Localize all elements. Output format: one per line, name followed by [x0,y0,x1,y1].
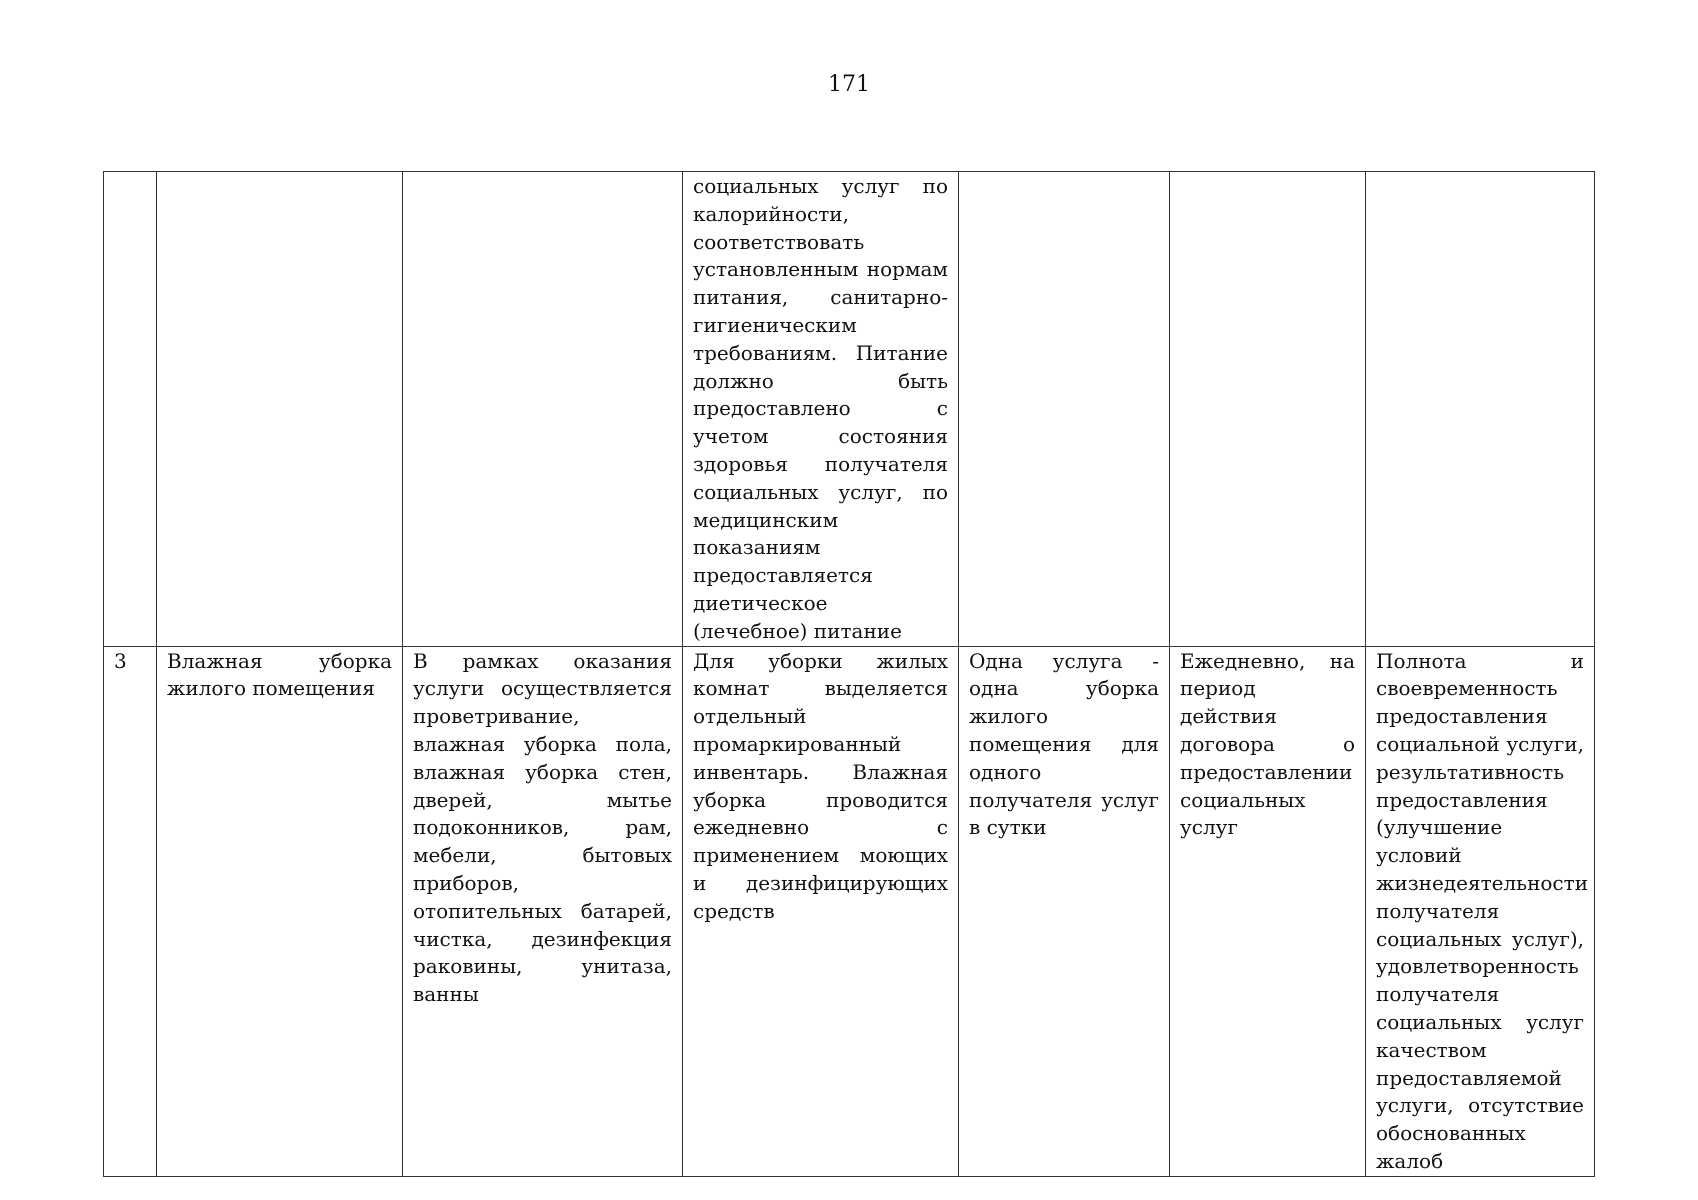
cell-service-description: В рамках оказания услуги осуществляется проветривание, влажная уборка пола, влажная уборка стен, дверей, мытье подоконников, рам, мебели, бытовых приборов, отопительных батарей, чистка, дезинфекция раковины, унитаза, ванны [403,646,683,1176]
table-row-3 [104,646,1595,1176]
services-table [103,171,1595,1177]
cell-service-description [403,172,683,647]
cell-quality-indicators [1366,172,1595,647]
cell-service-name: Влажная уборка жилого помещения [157,646,403,1176]
cell-service-period [1170,172,1366,647]
page-number: 171 [828,72,870,97]
table-row-continued [104,172,1595,647]
cell-quality-indicators: Полнота и своевременность предоставления социальной услуги, результативность предоставления (улучшение условий жизнедеятельности получателя социальных услуг), удовлетворенность получателя социальных услуг качеством предоставляемой услуги, отсутствие обоснованных жалоб [1366,646,1595,1176]
cell-service-period: Ежедневно, на период действия договора о предоставлении социальных услуг [1170,646,1366,1176]
cell-number: 3 [104,646,157,1176]
cell-service-standard: Для уборки жилых комнат выделяется отдельный промаркированный инвентарь. Влажная уборка проводится ежедневно с применением моющих и дезинфицирующих средств [683,646,959,1176]
cell-service-unit: Одна услуга - одна уборка жилого помещения для одного получателя услуг в сутки [959,646,1170,1176]
cell-number [104,172,157,647]
cell-service-standard: социальных услуг по калорийности, соответствовать установленным нормам питания, санитарно-гигиеническим требованиям. Питание должно быть предоставлено с учетом состояния здоровья получателя социальных услуг, по медицинским показаниям предоставляется диетическое (лечебное) питание [683,172,959,647]
cell-service-name [157,172,403,647]
cell-service-unit [959,172,1170,647]
